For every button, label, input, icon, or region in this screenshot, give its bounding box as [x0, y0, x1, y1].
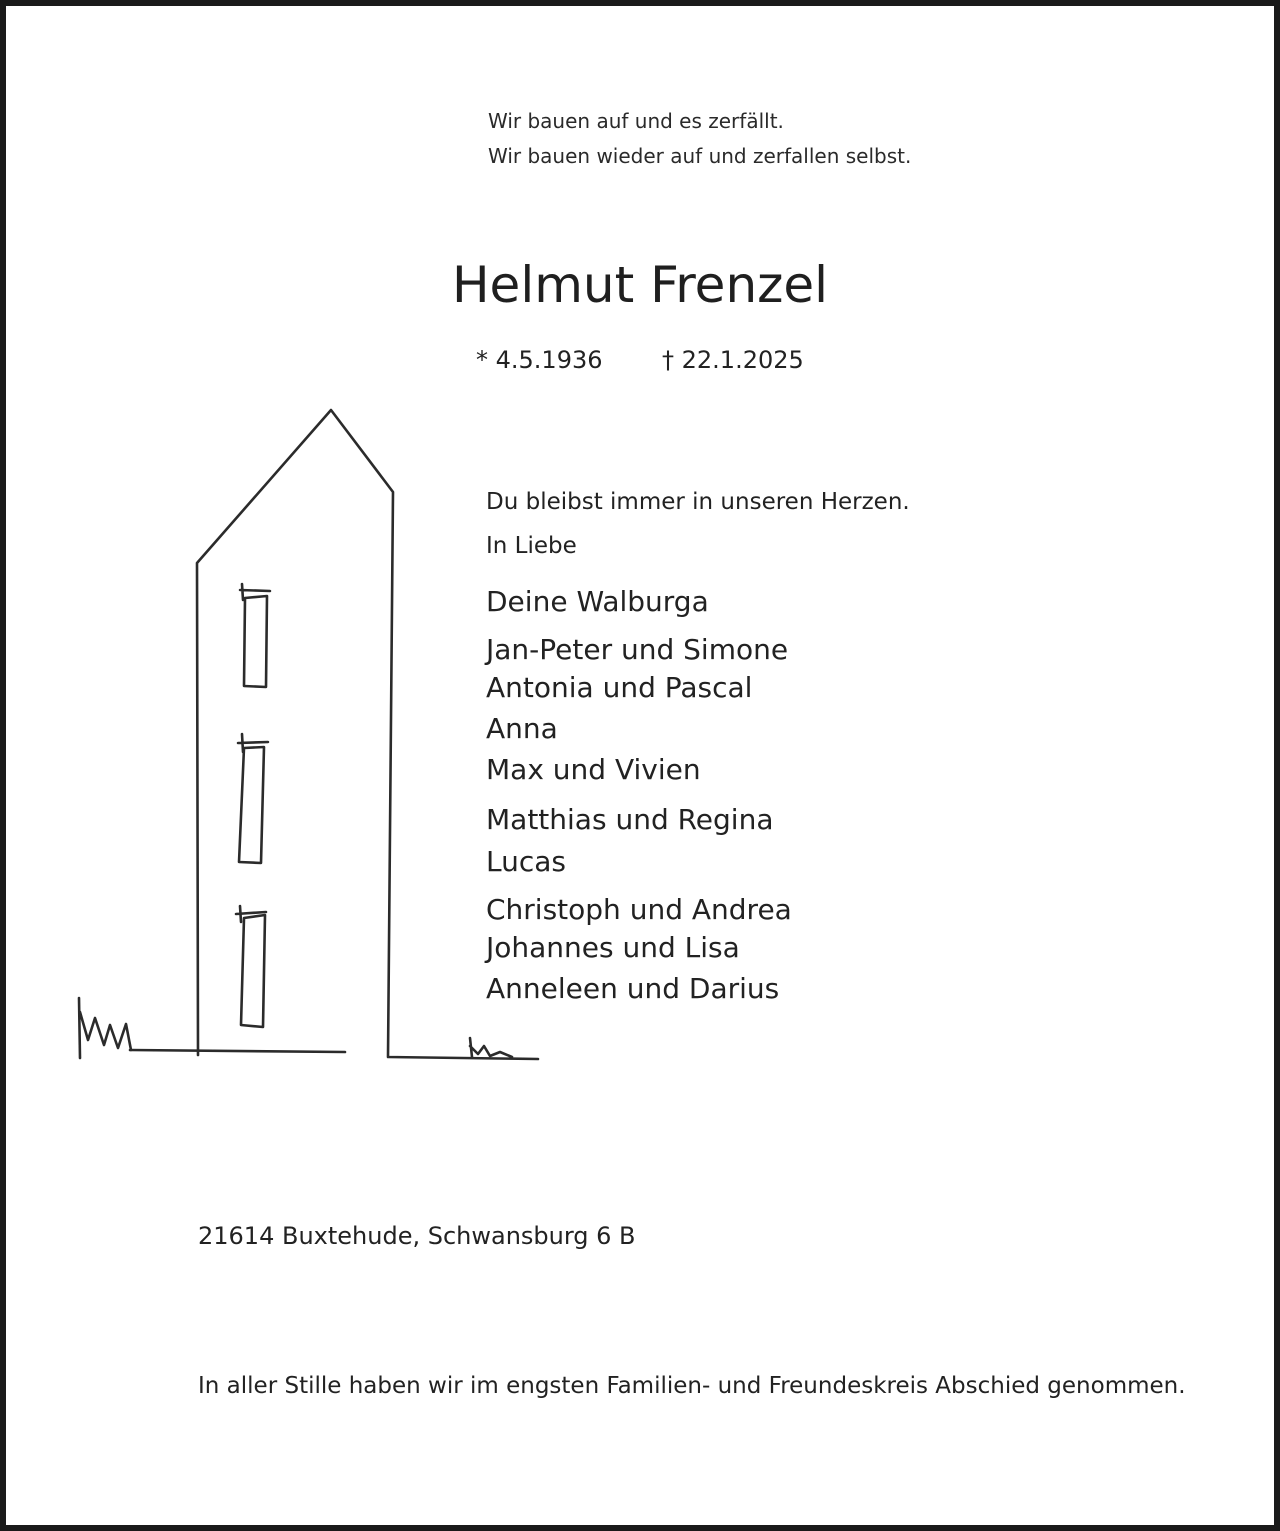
in-love-text: In Liebe [486, 533, 577, 559]
window-top [240, 584, 270, 687]
death-date: † 22.1.2025 [662, 346, 804, 374]
family-member: Christoph und Andrea [486, 893, 792, 926]
window-middle [238, 734, 268, 863]
motto-line-2: Wir bauen wieder auf und zerfallen selbst. [488, 144, 912, 168]
family-member: Matthias und Regina [486, 803, 774, 836]
deceased-name: Helmut Frenzel [451, 256, 829, 314]
family-member: Johannes und Lisa [486, 931, 740, 964]
family-member: Anneleen und Darius [486, 972, 780, 1005]
family-member: Lucas [486, 845, 566, 878]
family-member: Deine Walburga [486, 585, 709, 618]
family-member: Anna [486, 712, 558, 745]
family-member: Jan-Peter und Simone [486, 633, 789, 666]
motto-line-1: Wir bauen auf und es zerfällt. [488, 109, 784, 133]
address-text: 21614 Buxtehude, Schwansburg 6 B [198, 1222, 636, 1250]
ground-line [130, 1050, 345, 1052]
message-text: Du bleibst immer in unseren Herzen. [486, 489, 910, 515]
grass-left [79, 998, 131, 1058]
farewell-note: In aller Stille haben wir im engsten Familien- und Freundeskreis Abschied genommen. [198, 1373, 1186, 1399]
grass-right [470, 1038, 512, 1057]
birth-date: * 4.5.1936 [476, 346, 603, 374]
family-member: Antonia und Pascal [486, 671, 753, 704]
window-bottom [236, 906, 266, 1027]
family-member: Max und Vivien [486, 753, 701, 786]
